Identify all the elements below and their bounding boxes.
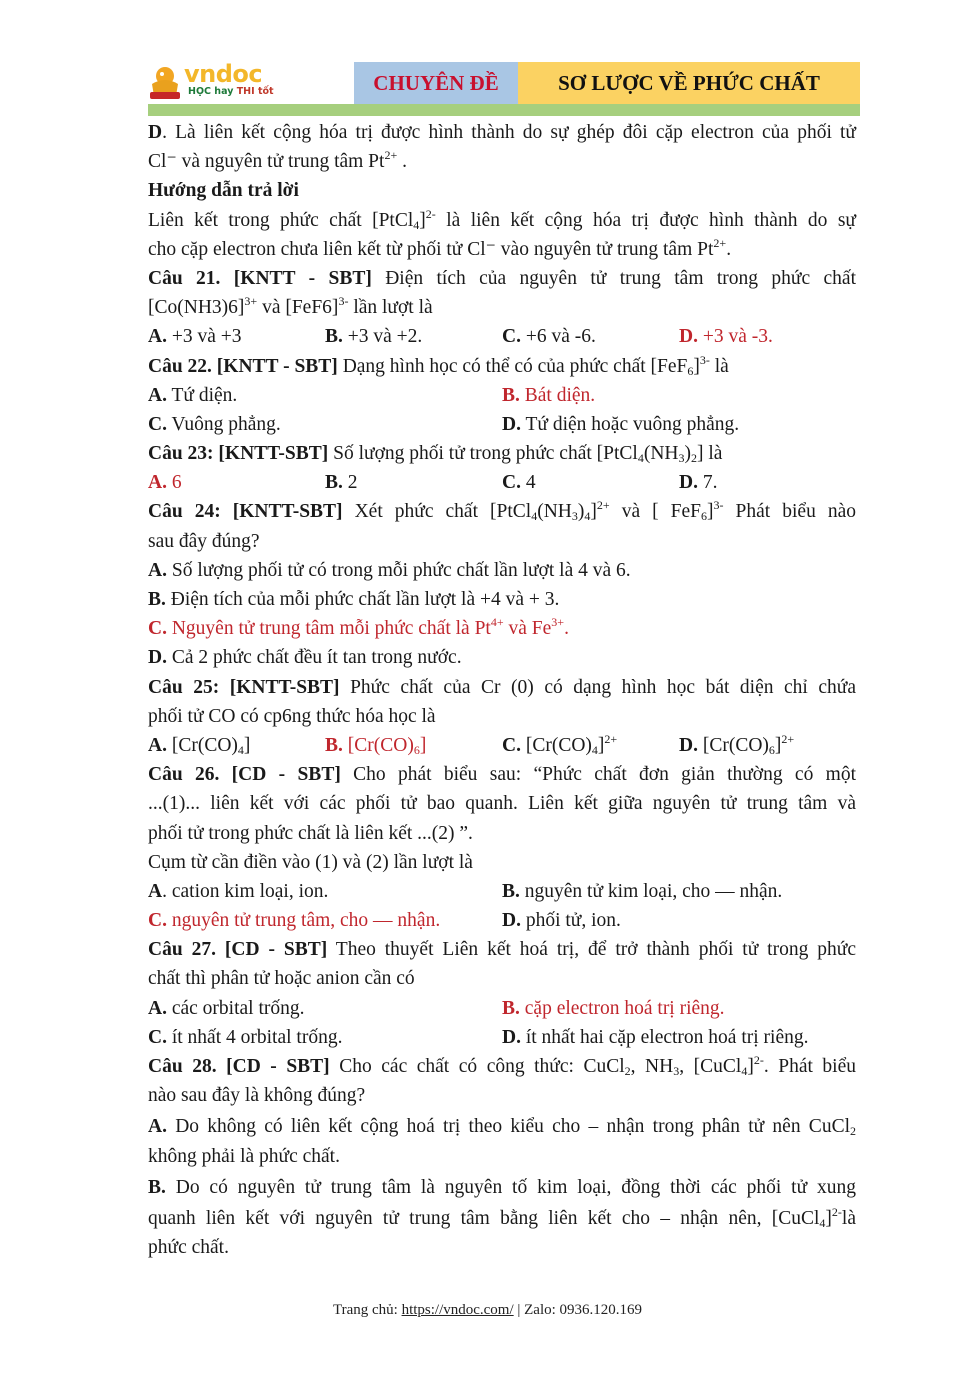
topic-title-box bbox=[518, 62, 860, 104]
option-c: C. ít nhất 4 orbital trống. bbox=[148, 1026, 343, 1048]
option-a: A. các orbital trống. bbox=[148, 997, 305, 1019]
option-c-correct: C. nguyên tử trung tâm, cho — nhận. bbox=[148, 910, 441, 932]
footer-prefix: Trang chủ: bbox=[332, 1302, 402, 1318]
vndoc-logo bbox=[148, 62, 353, 106]
option-d: D. $[Cr(CO)_6]^{2+}$ bbox=[679, 731, 795, 757]
option-a-cont: không phải là phức chất. bbox=[148, 1145, 340, 1167]
option-a: A. Do không có liên kết cộng hoá trị theo kiểu cho – nhận trong phân tử nên CuCl$_2$ bbox=[148, 1116, 856, 1139]
option-d: D. phối tử, ion. bbox=[502, 910, 621, 932]
question-22-options-row2 bbox=[148, 410, 856, 439]
option-b-cont-2: phức chất. bbox=[148, 1237, 229, 1259]
option-c-correct: C. Nguyên tử trung tâm mỗi phức chất là $Pt^{4+}$ và $Fe^{3+}$. bbox=[148, 615, 569, 640]
topic-label: CHUYÊN ĐỀ bbox=[373, 70, 499, 95]
document-body bbox=[148, 118, 856, 1262]
question-21-cont: $[Co(NH3)6]^{3+}$ và $[FeF6]^{3-}$ lần lượt là bbox=[148, 294, 433, 319]
option-c: C. +6 và -6. bbox=[502, 326, 596, 348]
question-25: Câu 25: [KNTT-SBT] Phức chất của Cr (0) có dạng hình học bát diện chỉ chứa bbox=[148, 676, 856, 698]
page-footer bbox=[0, 1302, 975, 1319]
logo-wordmark: vndoc bbox=[184, 60, 263, 88]
option-a: A. $[Cr(CO)_4]$ bbox=[148, 734, 251, 757]
header-divider bbox=[148, 104, 860, 116]
question-27-options-row2 bbox=[148, 1023, 856, 1052]
answer-guide-title: Hướng dẫn trả lời bbox=[148, 180, 299, 202]
footer-contact: | Zalo: 0936.120.169 bbox=[513, 1302, 643, 1318]
question-26-cont-1: ...(1)... liên kết với các phối tử bao quanh. Liên kết giữa nguyên tử trung tâm và bbox=[148, 793, 856, 815]
option-d: D. 7. bbox=[679, 472, 718, 494]
option-a: A. +3 và +3 bbox=[148, 326, 242, 348]
question-27-cont: chất thì phân tử hoặc anion cần có bbox=[148, 968, 415, 990]
answer-guide-line-1: Liên kết trong phức chất [PtCl$_4$]$^{2-}$ là liên kết cộng hóa trị được hình thành do sự bbox=[148, 206, 856, 232]
option-c: C. $[Cr(CO)_4]^{2+}$ bbox=[502, 731, 618, 757]
option-c: C. 4 bbox=[502, 472, 536, 494]
option-b: B. 2 bbox=[325, 472, 358, 494]
prev-option-d: D. Là liên kết cộng hóa trị được hình thành do sự ghép đôi cặp electron của phối tử bbox=[148, 122, 856, 143]
option-b: B. Điện tích của mỗi phức chất lần lượt là +4 và + 3. bbox=[148, 589, 560, 610]
option-b-correct: B. $[Cr(CO)_6]$ bbox=[325, 734, 427, 757]
option-d: D. ít nhất hai cặp electron hoá trị riêng. bbox=[502, 1026, 809, 1048]
question-24-cont: sau đây đúng? bbox=[148, 530, 260, 552]
logo-tagline: HỌC hay THI tốt bbox=[188, 86, 274, 97]
option-b: B. +3 và +2. bbox=[325, 326, 423, 348]
topic-label-box bbox=[354, 62, 518, 104]
question-27: Câu 27. [CD - SBT] Theo thuyết Liên kết hoá trị, để trở thành phối tử trong phức bbox=[148, 939, 856, 961]
question-26-options-row2 bbox=[148, 906, 856, 935]
question-25-cont: phối tử CO có cp6ng thức hóa học là bbox=[148, 705, 436, 727]
question-28-cont: nào sau đây là không đúng? bbox=[148, 1085, 366, 1107]
question-26: Câu 26. [CD - SBT] Cho phát biểu sau: “Phức chất đơn giản thường có một bbox=[148, 764, 856, 786]
mascot-icon bbox=[148, 64, 182, 102]
page-header bbox=[148, 62, 860, 114]
topic-title: SƠ LƯỢC VỀ PHỨC CHẤT bbox=[558, 70, 820, 95]
question-24: Câu 24: [KNTT-SBT] Xét phức chất $[PtCl_4(NH_3)_4]^{2+}$ và [ FeF$_6$]$^{3-}$ Phát biểu nào bbox=[148, 498, 857, 524]
question-28: Câu 28. [CD - SBT] Cho các chất có công thức: CuCl$_2$, $NH_3$, [CuCl$_4$]$^{2-}$. Phát biểu bbox=[148, 1053, 857, 1078]
option-b: B. Do có nguyên tử trung tâm là nguyên tố kim loại, đồng thời các phối tử xung bbox=[148, 1176, 856, 1198]
option-b: B. nguyên tử kim loại, cho — nhận. bbox=[502, 880, 783, 902]
option-a: A. cation kim loại, ion. bbox=[148, 880, 329, 902]
homepage-link[interactable]: https://vndoc.com/ bbox=[401, 1302, 514, 1318]
question-21: Câu 21. [KNTT - SBT] Điện tích của nguyên tử trung tâm trong phức chất bbox=[148, 267, 856, 289]
option-d-correct: D. +3 và -3. bbox=[679, 326, 773, 348]
question-21-options bbox=[148, 322, 856, 351]
prev-option-d-cont: Cl⁻ và nguyên tử trung tâm $Pt^{2+}$ . bbox=[148, 148, 407, 173]
question-26-options-row1 bbox=[148, 877, 856, 906]
question-26-cont-2: phối tử trong phức chất là liên kết ...(2) ”. bbox=[148, 822, 473, 844]
option-d: D. Tứ diện hoặc vuông phẳng. bbox=[502, 413, 740, 435]
question-22: Câu 22. [KNTT - SBT] Dạng hình học có thể có của phức chất $[FeF_6]^{3-}$ là bbox=[148, 352, 729, 378]
option-a-correct: A. 6 bbox=[148, 472, 182, 494]
option-a: A. Tứ diện. bbox=[148, 384, 238, 406]
answer-guide-line-2: cho cặp electron chưa liên kết từ phối tử Cl⁻ vào nguyên tử trung tâm $Pt^{2+}$. bbox=[148, 235, 732, 260]
question-23-options bbox=[148, 468, 856, 497]
option-b-correct: B. Bát diện. bbox=[502, 384, 596, 406]
option-c: C. Vuông phẳng. bbox=[148, 413, 281, 435]
question-23: Câu 23: [KNTT-SBT] Số lượng phối tử trong phức chất $[PtCl_4(NH_3)_2]$ là bbox=[148, 443, 723, 466]
question-22-options-row1 bbox=[148, 381, 856, 410]
option-b-cont: quanh liên kết với nguyên tử trung tâm bằng liên kết cho – nhận nên, [CuCl$_4$]$^{2-}$là bbox=[148, 1204, 856, 1230]
question-26-prompt: Cụm từ cần điền vào (1) và (2) lần lượt là bbox=[148, 851, 473, 873]
option-a: A. Số lượng phối tử có trong mỗi phức chất lần lượt là 4 và 6. bbox=[148, 559, 631, 581]
question-25-options bbox=[148, 731, 856, 760]
question-27-options-row1 bbox=[148, 994, 856, 1023]
option-b-correct: B. cặp electron hoá trị riêng. bbox=[502, 997, 725, 1019]
option-d: D. Cả 2 phức chất đều ít tan trong nước. bbox=[148, 647, 462, 669]
